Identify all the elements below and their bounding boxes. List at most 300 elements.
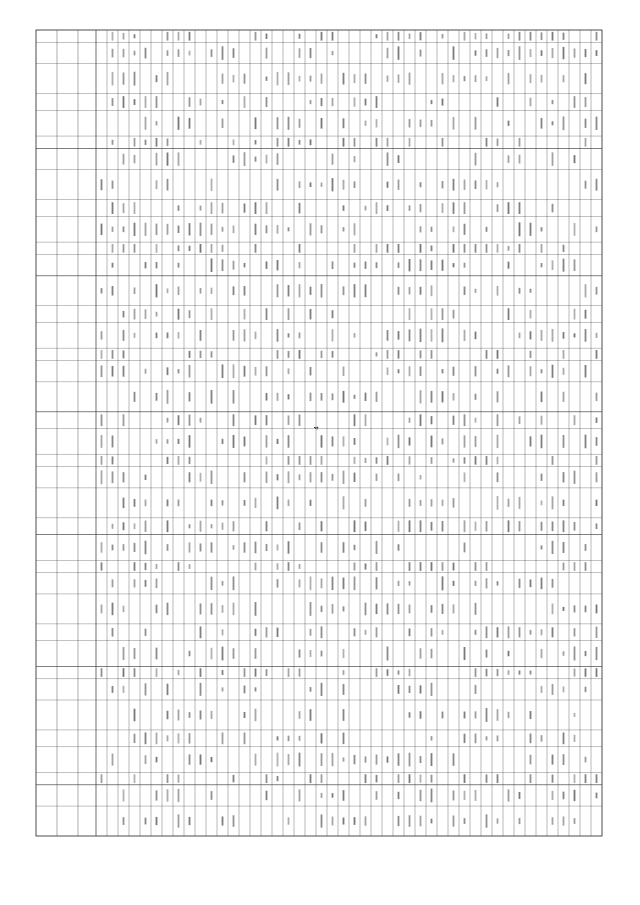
illegible-cell-mark xyxy=(574,562,576,571)
illegible-cell-mark xyxy=(178,369,180,373)
illegible-cell-mark xyxy=(376,244,378,253)
illegible-cell-mark xyxy=(310,709,312,721)
illegible-cell-mark xyxy=(321,542,323,553)
illegible-cell-mark xyxy=(475,289,477,293)
illegible-cell-mark xyxy=(123,498,125,508)
illegible-cell-mark xyxy=(222,605,224,613)
illegible-cell-mark xyxy=(244,96,246,108)
illegible-cell-mark xyxy=(277,497,279,510)
illegible-cell-mark xyxy=(299,332,301,338)
illegible-cell-mark xyxy=(134,202,136,214)
illegible-cell-mark xyxy=(200,140,202,145)
illegible-cell-mark xyxy=(442,604,444,614)
illegible-cell-mark xyxy=(255,648,257,659)
illegible-cell-mark xyxy=(585,365,587,377)
illegible-cell-mark xyxy=(508,73,510,84)
illegible-cell-mark xyxy=(321,74,323,84)
illegible-cell-mark xyxy=(101,470,103,484)
illegible-cell-mark xyxy=(519,521,521,531)
illegible-cell-mark xyxy=(321,284,323,298)
illegible-cell-mark xyxy=(585,544,587,551)
illegible-cell-mark xyxy=(255,367,257,376)
illegible-cell-mark xyxy=(167,50,169,56)
illegible-cell-mark xyxy=(365,774,367,783)
illegible-cell-mark xyxy=(420,816,422,827)
illegible-cell-mark xyxy=(167,32,169,41)
illegible-cell-mark xyxy=(563,47,565,59)
illegible-cell-mark xyxy=(189,223,191,235)
illegible-cell-mark xyxy=(442,260,444,271)
illegible-cell-mark xyxy=(354,457,356,464)
illegible-cell-mark xyxy=(420,414,422,426)
illegible-cell-mark xyxy=(508,262,510,269)
illegible-cell-mark xyxy=(343,790,345,801)
illegible-cell-mark xyxy=(563,33,565,40)
illegible-cell-mark xyxy=(167,544,169,551)
illegible-cell-mark xyxy=(167,179,169,191)
illegible-cell-mark xyxy=(145,140,147,145)
illegible-cell-mark xyxy=(156,284,158,297)
illegible-cell-mark xyxy=(343,391,345,403)
illegible-cell-mark xyxy=(266,34,268,39)
illegible-cell-mark xyxy=(299,789,301,801)
illegible-cell-mark xyxy=(442,391,444,402)
illegible-cell-mark xyxy=(288,500,290,507)
illegible-cell-mark xyxy=(409,119,411,127)
illegible-cell-mark xyxy=(156,333,158,339)
illegible-cell-mark xyxy=(233,225,235,233)
illegible-cell-mark xyxy=(288,541,290,553)
illegible-cell-mark xyxy=(442,712,444,719)
illegible-cell-mark xyxy=(574,647,576,661)
illegible-cell-mark xyxy=(442,328,444,342)
illegible-cell-mark xyxy=(310,223,312,235)
illegible-cell-mark xyxy=(112,456,114,464)
illegible-cell-mark xyxy=(420,520,422,532)
illegible-cell-mark xyxy=(255,563,257,571)
illegible-cell-mark xyxy=(178,733,180,743)
illegible-cell-mark xyxy=(574,605,576,612)
illegible-cell-mark xyxy=(134,287,136,294)
illegible-cell-mark xyxy=(596,179,598,191)
illegible-cell-mark xyxy=(453,263,455,267)
illegible-cell-mark xyxy=(123,330,125,341)
illegible-cell-mark xyxy=(134,774,136,783)
illegible-cell-mark xyxy=(321,183,323,187)
illegible-cell-mark xyxy=(387,647,389,661)
illegible-cell-mark xyxy=(101,668,103,677)
illegible-cell-mark xyxy=(387,756,389,762)
illegible-cell-mark xyxy=(244,712,246,718)
illegible-cell-mark xyxy=(376,202,378,214)
illegible-cell-mark xyxy=(299,415,301,426)
illegible-cell-mark xyxy=(299,711,301,719)
illegible-cell-mark xyxy=(475,581,477,586)
illegible-cell-mark xyxy=(343,180,345,190)
illegible-cell-mark xyxy=(398,753,400,765)
illegible-cell-mark xyxy=(266,415,268,425)
illegible-cell-mark xyxy=(519,202,521,214)
illegible-cell-mark xyxy=(222,816,224,825)
illegible-cell-mark xyxy=(277,225,279,234)
illegible-cell-mark xyxy=(167,390,169,404)
illegible-cell-mark xyxy=(299,76,301,82)
illegible-cell-mark xyxy=(343,684,345,695)
illegible-cell-mark xyxy=(266,308,268,320)
illegible-cell-mark xyxy=(563,754,565,765)
illegible-cell-mark xyxy=(288,117,290,130)
illegible-cell-mark xyxy=(112,628,114,637)
illegible-cell-mark xyxy=(398,180,400,190)
illegible-cell-mark xyxy=(541,416,543,425)
illegible-cell-mark xyxy=(387,138,389,147)
illegible-cell-mark xyxy=(310,687,312,692)
illegible-cell-mark xyxy=(486,814,488,827)
illegible-cell-mark xyxy=(475,436,477,447)
illegible-cell-mark xyxy=(552,627,554,637)
illegible-cell-mark xyxy=(343,709,345,721)
illegible-cell-mark xyxy=(486,33,488,39)
illegible-cell-mark xyxy=(596,417,598,422)
illegible-cell-mark xyxy=(365,414,367,426)
illegible-cell-mark xyxy=(365,99,367,106)
illegible-cell-mark xyxy=(277,563,279,570)
illegible-cell-mark xyxy=(299,181,301,188)
illegible-cell-mark xyxy=(519,244,521,253)
illegible-cell-mark xyxy=(101,365,103,377)
illegible-cell-mark xyxy=(552,541,554,554)
illegible-cell-mark xyxy=(376,668,378,677)
illegible-cell-mark xyxy=(464,414,466,426)
illegible-cell-mark xyxy=(189,564,191,569)
illegible-cell-mark xyxy=(200,206,202,211)
illegible-cell-mark xyxy=(332,32,334,41)
illegible-cell-mark xyxy=(288,668,290,677)
illegible-cell-mark xyxy=(552,204,554,213)
illegible-cell-mark xyxy=(519,497,521,509)
illegible-cell-mark xyxy=(442,203,444,213)
illegible-cell-mark xyxy=(475,456,477,464)
illegible-cell-mark xyxy=(266,521,268,531)
illegible-cell-mark xyxy=(365,262,367,269)
illegible-cell-mark xyxy=(332,393,334,400)
illegible-cell-mark xyxy=(299,522,301,530)
illegible-cell-mark xyxy=(112,49,114,58)
illegible-cell-mark xyxy=(453,310,455,319)
illegible-cell-mark xyxy=(497,472,499,482)
illegible-cell-mark xyxy=(167,153,169,166)
illegible-cell-mark xyxy=(233,330,235,341)
illegible-cell-mark xyxy=(387,438,389,446)
illegible-cell-mark xyxy=(519,222,521,236)
illegible-cell-mark xyxy=(376,474,378,481)
illegible-cell-mark xyxy=(189,246,191,251)
illegible-cell-mark xyxy=(156,244,158,253)
illegible-cell-mark xyxy=(233,139,235,145)
illegible-cell-mark xyxy=(585,562,587,571)
illegible-cell-mark xyxy=(266,76,268,80)
illegible-cell-mark xyxy=(376,627,378,637)
illegible-cell-mark xyxy=(255,332,257,339)
illegible-cell-mark xyxy=(475,630,477,635)
illegible-cell-mark xyxy=(552,521,554,531)
illegible-cell-mark xyxy=(233,286,235,295)
illegible-cell-mark xyxy=(211,603,213,615)
illegible-cell-mark xyxy=(222,500,224,505)
illegible-cell-mark xyxy=(486,578,488,588)
illegible-cell-mark xyxy=(343,670,345,675)
illegible-cell-mark xyxy=(431,649,433,658)
illegible-cell-mark xyxy=(321,683,323,696)
illegible-cell-mark xyxy=(189,118,191,129)
illegible-cell-mark xyxy=(464,180,466,190)
illegible-cell-mark xyxy=(409,138,411,147)
illegible-cell-mark xyxy=(420,390,422,403)
illegible-cell-mark xyxy=(431,628,433,636)
illegible-cell-mark xyxy=(123,33,125,40)
illegible-cell-mark xyxy=(266,456,268,464)
illegible-cell-mark xyxy=(189,435,191,447)
illegible-cell-mark xyxy=(112,202,114,214)
illegible-cell-mark xyxy=(222,629,224,635)
illegible-cell-mark xyxy=(343,542,345,553)
illegible-cell-mark xyxy=(508,155,510,163)
illegible-cell-mark xyxy=(398,155,400,163)
illegible-cell-mark xyxy=(145,818,147,825)
illegible-cell-mark xyxy=(376,775,378,783)
illegible-cell-mark xyxy=(398,774,400,783)
illegible-cell-mark xyxy=(200,668,202,677)
illegible-cell-mark xyxy=(420,366,422,376)
illegible-cell-mark xyxy=(156,668,158,677)
illegible-cell-mark xyxy=(167,499,169,506)
illegible-cell-mark xyxy=(255,629,257,636)
illegible-cell-mark xyxy=(398,792,400,799)
illegible-cell-mark xyxy=(475,562,477,571)
illegible-cell-mark xyxy=(299,203,301,214)
illegible-cell-mark xyxy=(409,205,411,211)
illegible-cell-mark xyxy=(585,49,587,57)
illegible-cell-mark xyxy=(266,627,268,637)
illegible-cell-mark xyxy=(519,579,521,588)
illegible-cell-mark xyxy=(585,774,587,783)
illegible-cell-mark xyxy=(145,541,147,555)
illegible-cell-mark xyxy=(277,153,279,165)
illegible-cell-mark xyxy=(420,774,422,782)
illegible-cell-mark xyxy=(343,73,345,85)
illegible-cell-mark xyxy=(530,351,532,358)
illegible-cell-mark xyxy=(453,790,455,800)
illegible-cell-mark xyxy=(541,263,543,267)
illegible-cell-mark xyxy=(200,543,202,551)
illegible-cell-mark xyxy=(321,98,323,106)
illegible-cell-mark xyxy=(200,99,202,106)
illegible-cell-mark xyxy=(211,49,213,57)
illegible-cell-mark xyxy=(464,818,466,824)
illegible-cell-mark xyxy=(134,734,136,743)
illegible-cell-mark xyxy=(255,415,257,425)
illegible-cell-mark xyxy=(530,755,532,765)
illegible-cell-mark xyxy=(563,245,565,252)
illegible-cell-mark xyxy=(178,226,180,233)
illegible-cell-mark xyxy=(365,563,367,569)
illegible-cell-mark xyxy=(200,754,202,764)
illegible-cell-mark xyxy=(387,182,389,188)
illegible-cell-mark xyxy=(244,436,246,446)
illegible-cell-mark xyxy=(497,435,499,448)
illegible-cell-mark xyxy=(101,331,103,339)
illegible-cell-mark xyxy=(497,496,499,510)
illegible-cell-mark xyxy=(277,117,279,129)
illegible-cell-mark xyxy=(178,670,180,675)
illegible-cell-mark xyxy=(530,734,532,744)
illegible-cell-mark xyxy=(123,544,125,551)
illegible-cell-mark xyxy=(519,333,521,339)
illegible-cell-mark xyxy=(167,711,169,719)
illegible-cell-mark xyxy=(178,117,180,130)
illegible-cell-mark xyxy=(211,308,213,320)
illegible-cell-mark xyxy=(156,579,158,589)
illegible-cell-mark xyxy=(156,153,158,166)
illegible-cell-mark xyxy=(486,350,488,359)
illegible-cell-mark xyxy=(321,351,323,359)
illegible-cell-mark xyxy=(211,542,213,552)
illegible-cell-mark xyxy=(178,332,180,339)
illegible-cell-mark xyxy=(178,456,180,465)
illegible-cell-mark xyxy=(530,711,532,719)
illegible-cell-mark xyxy=(475,790,477,801)
illegible-cell-mark xyxy=(464,734,466,743)
illegible-cell-mark xyxy=(354,628,356,636)
illegible-cell-mark xyxy=(156,564,158,569)
illegible-cell-mark xyxy=(563,563,565,571)
illegible-cell-mark xyxy=(541,474,543,481)
illegible-cell-mark xyxy=(508,33,510,39)
illegible-cell-mark xyxy=(255,244,257,253)
illegible-cell-mark xyxy=(420,50,422,57)
illegible-cell-mark xyxy=(585,310,587,319)
illegible-cell-mark xyxy=(431,416,433,424)
illegible-cell-mark xyxy=(244,329,246,341)
illegible-cell-mark xyxy=(332,474,334,481)
illegible-cell-mark xyxy=(398,287,400,295)
illegible-cell-mark xyxy=(563,472,565,482)
illegible-cell-mark xyxy=(563,259,565,272)
illegible-cell-mark xyxy=(211,471,213,484)
illegible-cell-mark xyxy=(596,500,598,506)
illegible-cell-mark xyxy=(409,418,411,423)
illegible-cell-mark xyxy=(563,686,565,692)
illegible-cell-mark xyxy=(255,157,257,162)
illegible-cell-mark xyxy=(178,562,180,571)
illegible-cell-mark xyxy=(134,579,136,587)
illegible-cell-mark xyxy=(178,789,180,802)
illegible-cell-mark xyxy=(156,180,158,189)
illegible-cell-mark xyxy=(277,776,279,781)
illegible-cell-mark xyxy=(387,76,389,82)
illegible-cell-mark xyxy=(552,456,554,465)
illegible-cell-mark xyxy=(376,562,378,571)
illegible-cell-mark xyxy=(310,182,312,187)
illegible-cell-mark xyxy=(299,564,301,569)
illegible-cell-mark xyxy=(585,668,587,676)
illegible-cell-mark xyxy=(145,309,147,319)
illegible-cell-mark xyxy=(464,647,466,660)
illegible-cell-mark xyxy=(409,605,411,614)
illegible-cell-mark xyxy=(134,155,136,163)
illegible-cell-mark xyxy=(299,244,301,253)
illegible-cell-mark xyxy=(310,76,312,82)
illegible-cell-mark xyxy=(464,711,466,718)
illegible-cell-mark xyxy=(497,627,499,637)
illegible-cell-mark xyxy=(310,139,312,145)
illegible-cell-mark xyxy=(288,138,290,147)
illegible-cell-mark xyxy=(112,286,114,296)
illegible-cell-mark xyxy=(596,793,598,799)
illegible-cell-mark xyxy=(541,735,543,742)
illegible-cell-mark xyxy=(123,366,125,377)
illegible-cell-mark xyxy=(552,100,554,104)
illegible-cell-mark xyxy=(321,626,323,638)
illegible-cell-mark xyxy=(420,350,422,358)
illegible-cell-mark xyxy=(134,309,136,320)
illegible-cell-mark xyxy=(101,562,103,570)
illegible-cell-mark xyxy=(343,578,345,590)
illegible-cell-mark xyxy=(431,100,433,104)
illegible-cell-mark xyxy=(244,309,246,320)
illegible-cell-mark xyxy=(178,774,180,782)
illegible-cell-mark xyxy=(475,332,477,340)
illegible-cell-mark xyxy=(398,262,400,268)
illegible-cell-mark xyxy=(277,736,279,740)
illegible-cell-mark xyxy=(409,753,411,767)
illegible-cell-mark xyxy=(222,203,224,214)
illegible-cell-mark xyxy=(123,668,125,677)
illegible-cell-mark xyxy=(409,437,411,445)
illegible-cell-mark xyxy=(288,562,290,571)
illegible-cell-mark xyxy=(288,368,290,374)
illegible-cell-mark xyxy=(475,366,477,376)
illegible-cell-mark xyxy=(530,310,532,319)
illegible-cell-mark xyxy=(156,732,158,744)
illegible-cell-mark xyxy=(222,523,224,530)
illegible-cell-mark xyxy=(321,456,323,465)
illegible-cell-mark xyxy=(563,816,565,825)
illegible-cell-mark xyxy=(233,390,235,403)
illegible-cell-mark xyxy=(277,138,279,147)
illegible-cell-mark xyxy=(332,178,334,191)
illegible-cell-mark xyxy=(343,436,345,446)
illegible-cell-mark xyxy=(277,72,279,85)
illegible-cell-mark xyxy=(486,736,488,740)
illegible-cell-mark xyxy=(541,578,543,590)
illegible-cell-mark xyxy=(244,500,246,506)
illegible-cell-mark xyxy=(189,351,191,358)
illegible-cell-mark xyxy=(167,603,169,615)
illegible-cell-mark xyxy=(112,72,114,86)
illegible-cell-mark xyxy=(453,563,455,571)
illegible-cell-mark xyxy=(596,32,598,41)
illegible-cell-mark xyxy=(508,121,510,126)
illegible-cell-mark xyxy=(541,629,543,635)
illegible-cell-mark xyxy=(343,606,345,611)
illegible-cell-mark xyxy=(420,244,422,253)
illegible-cell-mark xyxy=(189,733,191,743)
illegible-cell-mark xyxy=(134,499,136,507)
illegible-cell-mark xyxy=(244,152,246,166)
illegible-cell-mark xyxy=(123,49,125,57)
illegible-cell-mark xyxy=(574,48,576,57)
